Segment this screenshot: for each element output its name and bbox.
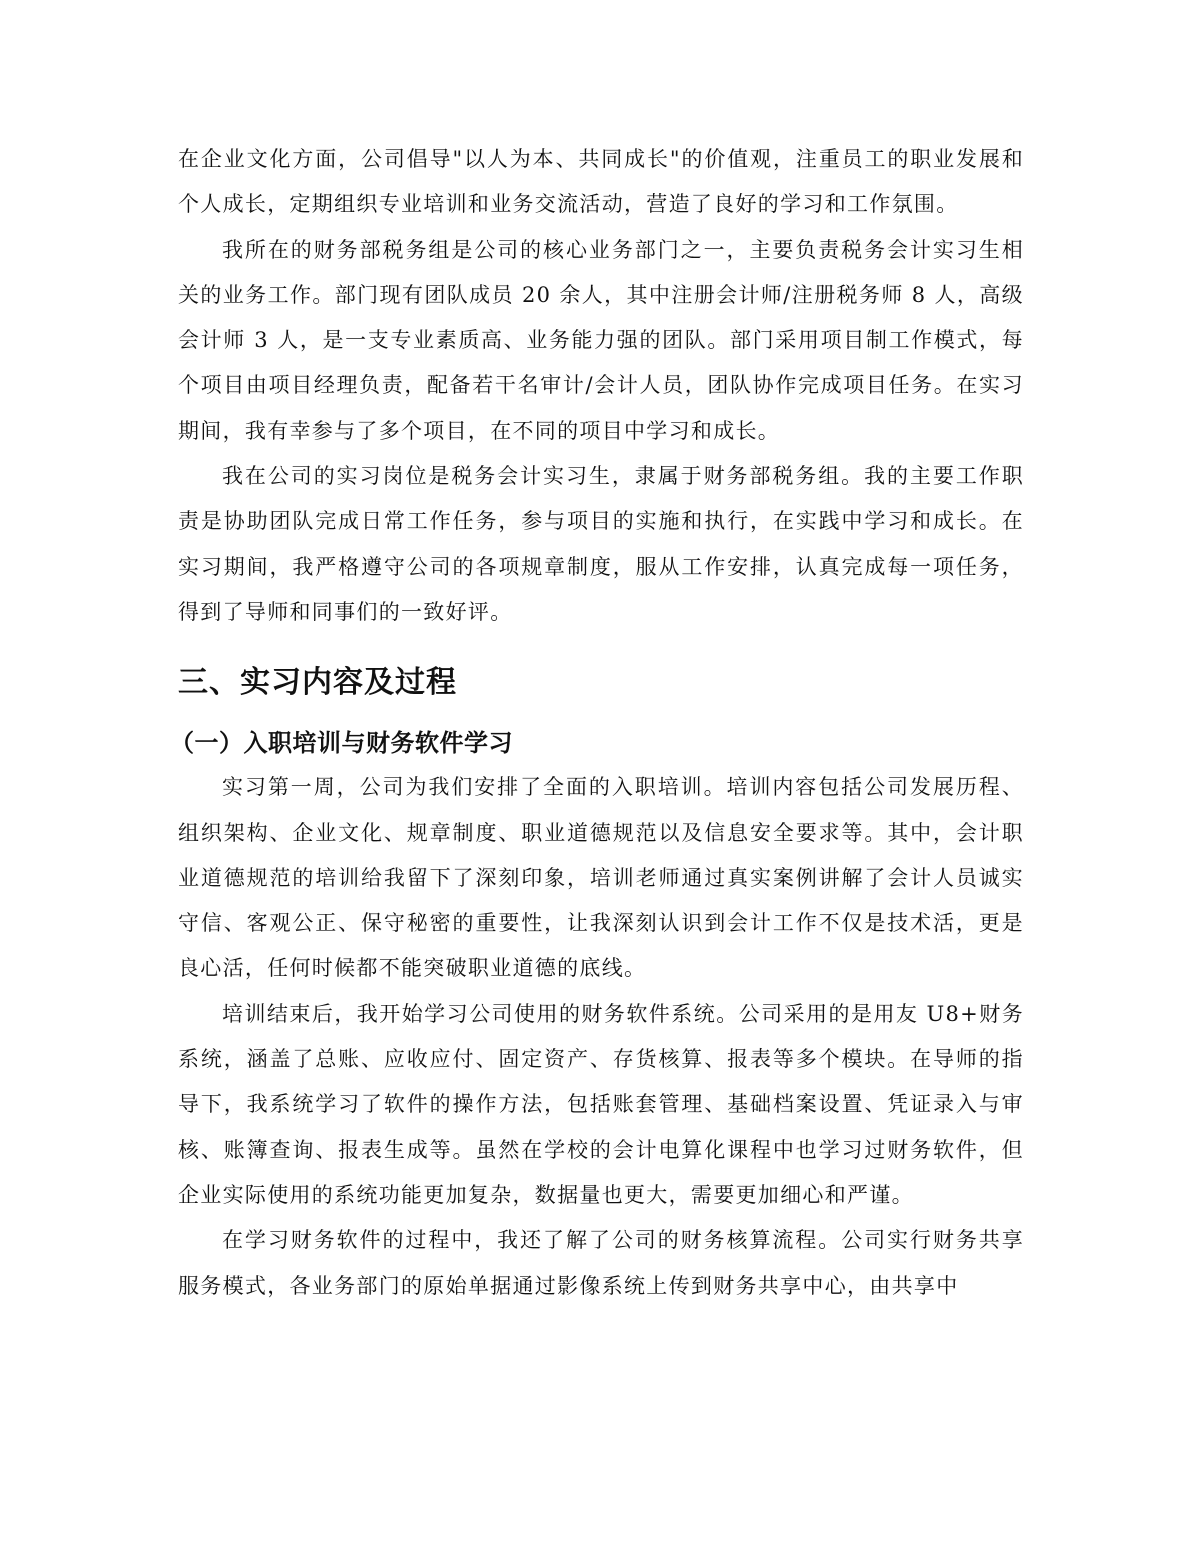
section-heading: 三、实习内容及过程 bbox=[178, 665, 457, 701]
document-page bbox=[170, 137, 1024, 1309]
paragraph-corporate-culture: 在企业文化方面，公司倡导"以人为本、共同成长"的价值观，注重员工的职业发展和个人成长，定期组织专业培训和业务交流活动，营造了良好的学习和工作氛围。 bbox=[178, 147, 1024, 217]
paragraph-internship-position: 我在公司的实习岗位是税务会计实习生，隶属于财务部税务组。我的主要工作职责是协助团队完成日常工作任务，参与项目的实施和执行，在实践中学习和成长。在实习期间，我严格遵守公司的各项规章制度，服从工作安排，认真完成每一项任务，得到了导师和同事们的一致好评。 bbox=[178, 464, 1024, 624]
subsection-heading: （一）入职培训与财务软件学习 bbox=[170, 729, 513, 758]
paragraph-finance-software: 培训结束后，我开始学习公司使用的财务软件系统。公司采用的是用友 U8+财务系统，涵盖了总账、应收应付、固定资产、存货核算、报表等多个模块。在导师的指导下，我系统学习了软件的操作方法，包括账套管理、基础档案设置、凭证录入与审核、账簿查询、报表生成等。虽然在学校的会计电算化课程中也学习过财务软件，但企业实际使用的系统功能更加复杂，数据量也更大，需要更加细心和严谨。 bbox=[178, 1001, 1024, 1207]
paragraph-accounting-process: 在学习财务软件的过程中，我还了解了公司的财务核算流程。公司实行财务共享服务模式，各业务部门的原始单据通过影像系统上传到财务共享中心，由共享中 bbox=[178, 1228, 1024, 1298]
paragraph-onboarding-training: 实习第一周，公司为我们安排了全面的入职培训。培训内容包括公司发展历程、组织架构、企业文化、规章制度、职业道德规范以及信息安全要求等。其中，会计职业道德规范的培训给我留下了深刻印象，培训老师通过真实案例讲解了会计人员诚实守信、客观公正、保守秘密的重要性，让我深刻认识到会计工作不仅是技术活，更是良心活，任何时候都不能突破职业道德的底线。 bbox=[178, 775, 1024, 981]
paragraph-tax-department: 我所在的财务部税务组是公司的核心业务部门之一，主要负责税务会计实习生相关的业务工作。部门现有团队成员 20 余人，其中注册会计师/注册税务师 8 人，高级会计师 3 人，是一支专业素质高、业务能力强的团队。部门采用项目制工作模式，每个项目由项目经理负责，配备若干名审计/会计人员，团队协作完成项目任务。在实习期间，我有幸参与了多个项目，在不同的项目中学习和成长。 bbox=[178, 237, 1024, 443]
